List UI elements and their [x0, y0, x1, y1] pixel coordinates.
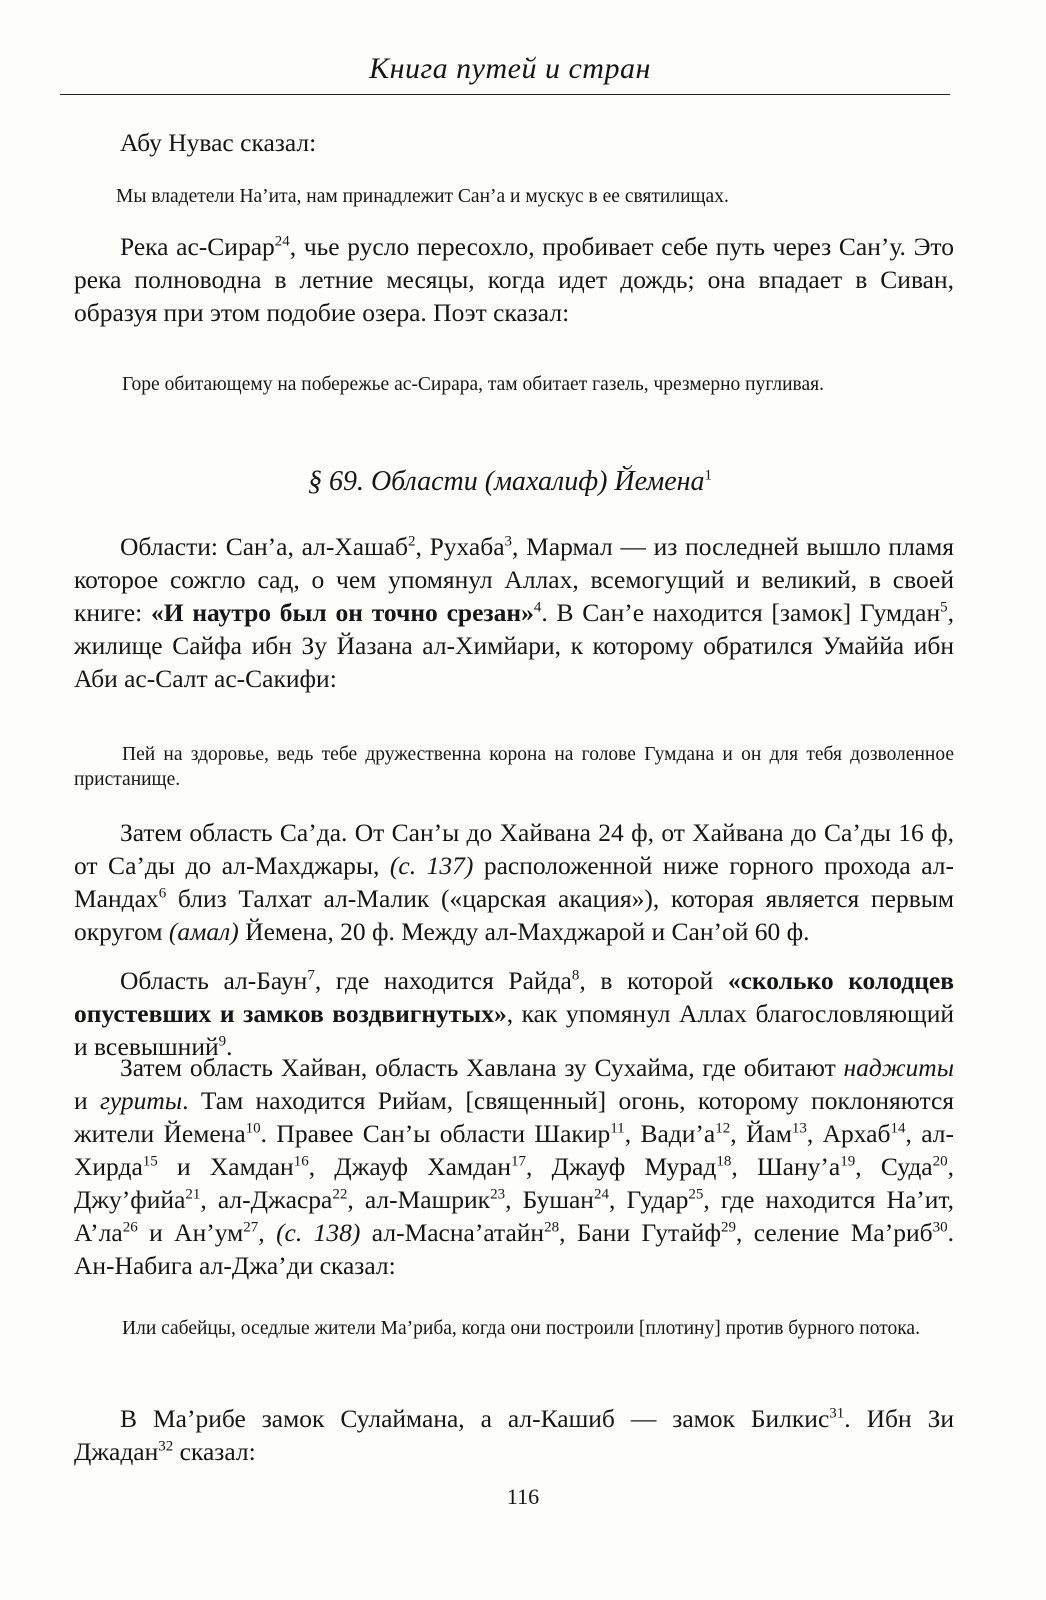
text-run: , Джауф Мурад	[526, 1152, 717, 1181]
footnote-ref: 13	[791, 1120, 807, 1137]
running-head: Книга путей и стран	[369, 52, 651, 85]
paragraph-6	[74, 1402, 954, 1468]
footnote-ref: 1	[704, 467, 713, 484]
footnote-ref: 28	[544, 1219, 560, 1236]
quran-quote: «сколько колодцев опустевших и замков воздвигнутых»	[74, 966, 954, 1028]
footnote-ref: 6	[158, 885, 167, 902]
text-run: , в которой	[579, 966, 728, 995]
text-run: . Ан-Набига ал-Джа’ди сказал:	[74, 1218, 954, 1280]
text-run: , Йам	[730, 1119, 792, 1148]
text-run: .	[226, 1032, 233, 1061]
text-run: ал-Масна’атайн	[360, 1218, 545, 1247]
text-run: , Бушан	[505, 1185, 594, 1214]
text-run: . В Сан’е находится [замок] Гумдан	[541, 598, 941, 627]
footnote-ref: 8	[571, 967, 580, 984]
footnote-ref: 23	[490, 1186, 506, 1203]
text-run: , Вади’а	[624, 1119, 716, 1148]
footnote-ref: 32	[158, 1438, 174, 1455]
paragraph-3	[74, 816, 954, 948]
text-run: , Джауф Хамдан	[308, 1152, 512, 1181]
text-run: расположенной ниже горного прохода ал-Мандах	[74, 851, 954, 913]
text-run: , Шану’а	[731, 1152, 841, 1181]
text-run: , Рухаба	[415, 532, 505, 561]
text-run: . Ибн Зи Джадан	[74, 1404, 954, 1466]
footnote-ref: 24	[274, 233, 290, 250]
footnote-ref: 16	[293, 1153, 309, 1170]
text-run: Область ал-Баун	[120, 966, 308, 995]
text-run: Река ас-Сирар	[120, 232, 275, 261]
text-run: , Бани Гутайф	[559, 1218, 721, 1247]
intro-line	[74, 126, 954, 159]
text-run: и Ан’ум	[137, 1218, 244, 1247]
verse-1: Мы владетели На’ита, нам принадлежит Сан’а и мускус в ее святилищах.	[116, 186, 729, 207]
verse-3: Пей на здоровье, ведь тебе дружественна корона на голове Гумдана и он для тебя дозволенное пристанище.	[74, 744, 954, 790]
text-run: , Мармал — из последней вышло пламя которое сожгло сад, о чем упомянул Аллах, всемогущий и великий, в своей книге:	[74, 532, 954, 627]
footnote-ref: 14	[890, 1120, 906, 1137]
text-run: , как упомянул Аллах благословляющий и всевышний	[74, 999, 954, 1061]
text-run: и Хамдан	[157, 1152, 294, 1181]
text-run: сказал:	[173, 1437, 256, 1466]
header-rule	[60, 94, 950, 95]
footnote-ref: 4	[533, 599, 542, 616]
footnote-ref: 27	[243, 1219, 259, 1236]
footnote-ref: 24	[593, 1186, 609, 1203]
text-run: Затем область Са’да. От Сан’ы до Хайвана 24 ф, от Хайвана до Са’ды 16 ф, от Са’ды до ал-Махджары,	[74, 818, 954, 880]
italic-term: гуриты	[99, 1086, 183, 1115]
footnote-ref: 31	[829, 1405, 845, 1422]
footnote-ref: 18	[716, 1153, 732, 1170]
italic-term: (амал)	[168, 917, 239, 946]
text-run: , ал-Машрик	[347, 1185, 491, 1214]
footnote-ref: 5	[940, 599, 948, 616]
footnote-ref: 22	[332, 1186, 348, 1203]
text-run: . Правее Сан’ы области Шакир	[260, 1119, 611, 1148]
text-run: Йемена, 20 ф. Между ал-Махджарой и Сан’ой 60 ф.	[238, 917, 810, 946]
paragraph-4	[74, 964, 954, 1063]
footnote-ref: 29	[720, 1219, 736, 1236]
text-run: , Гудар	[608, 1185, 689, 1214]
text-run: , где находится На’ит, А’ла	[74, 1185, 955, 1247]
footnote-ref: 12	[715, 1120, 731, 1137]
footnote-ref: 11	[610, 1120, 625, 1137]
footnote-ref: 10	[245, 1120, 261, 1137]
footnote-ref: 30	[932, 1219, 948, 1236]
text-run: , где находится Райда	[314, 966, 572, 995]
text-run: , Архаб	[806, 1119, 891, 1148]
text-run: , ал-Хирда	[74, 1119, 955, 1181]
footnote-ref: 3	[504, 533, 513, 550]
text-run: В Ма’рибе замок Сулаймана, а ал-Кашиб — замок Билкис	[120, 1404, 830, 1433]
footnote-ref: 25	[688, 1186, 704, 1203]
italic-term: наджиты	[843, 1053, 954, 1082]
footnote-ref: 19	[840, 1153, 856, 1170]
section-heading-text: § 69. Области (махалиф) Йемена	[307, 466, 705, 497]
text-run: , чье русло пересохло, пробивает себе путь через Сан’у. Это река полноводна в летние месяцы, когда идет дождь; она впадает в Сиван, образуя при этом подобие озера. Поэт сказал:	[74, 232, 954, 327]
text-run: , Суда	[855, 1152, 933, 1181]
paragraph-5	[74, 1051, 954, 1282]
text-run: и	[74, 1086, 100, 1115]
intro-line-text: Абу Нувас сказал:	[120, 128, 317, 157]
text-run: близ Талхат ал-Малик («царская акация»), которая является первым округом	[74, 884, 954, 946]
footnote-ref: 9	[218, 1033, 227, 1050]
text-run: Области: Сан’а, ал-Хашаб	[120, 532, 408, 561]
text-run: , селение Ма’риб	[735, 1218, 933, 1247]
footnote-ref: 20	[932, 1153, 948, 1170]
text-run: , Джу’фийа	[74, 1152, 955, 1214]
footnote-ref: 2	[408, 533, 416, 550]
page-reference: (с. 137)	[389, 851, 474, 880]
footnote-ref: 21	[185, 1186, 201, 1203]
page-reference: (с. 138)	[276, 1218, 361, 1247]
text-run: ,	[258, 1218, 277, 1247]
verse-2: Горе обитающему на побережье ас-Сирара, там обитает газель, чрезмерно пугливая.	[122, 374, 824, 395]
page-number: 116	[506, 1484, 540, 1509]
footnote-ref: 17	[511, 1153, 527, 1170]
paragraph-2	[74, 530, 954, 695]
footnote-ref: 7	[307, 967, 315, 984]
footnote-ref: 15	[142, 1153, 158, 1170]
verse-4: Или сабейцы, оседлые жители Ма’риба, когда они построили [плотину] против бурного потока.	[122, 1318, 920, 1339]
paragraph-1	[74, 230, 954, 329]
text-run: Затем область Хайван, область Хавлана зу Сухайма, где обитают	[120, 1053, 844, 1082]
quran-quote: «И наутро был он точно срезан»	[150, 598, 534, 627]
text-run: , ал-Джасра	[200, 1185, 333, 1214]
footnote-ref: 26	[122, 1219, 138, 1236]
section-heading	[60, 466, 960, 498]
text-run: , жилище Сайфа ибн Зу Йазана ал-Химйари, к которому обратился Умаййа ибн Аби ас-Салт ас-Сакифи:	[74, 598, 954, 693]
text-run: . Там находится Рийам, [священный] огонь, которому поклоняются жители Йемена	[74, 1086, 954, 1148]
